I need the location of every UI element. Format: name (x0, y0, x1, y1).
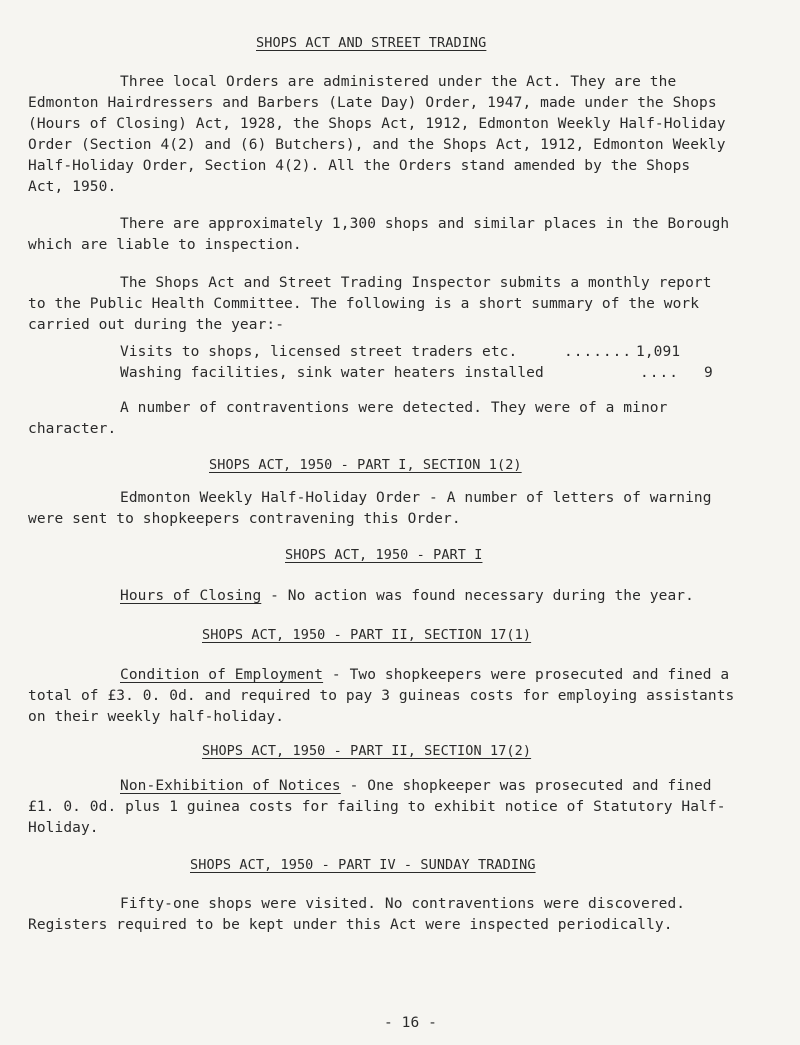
section-lead: Hours of Closing (120, 588, 262, 604)
summary-value: 9 (704, 365, 713, 381)
section-line: were sent to shopkeepers contravening this Order. (28, 511, 461, 527)
summary-label: Visits to shops, licensed street traders etc. (120, 344, 518, 360)
section-line: on their weekly half-holiday. (28, 709, 285, 725)
section-line: Holiday. (28, 820, 99, 836)
section-heading: SHOPS ACT, 1950 - PART II, SECTION 17(1) (202, 627, 532, 643)
section-lead-text: - One shopkeeper was prosecuted and fined (340, 778, 712, 794)
section-lead: Non-Exhibition of Notices (120, 778, 341, 794)
section-line (120, 776, 712, 796)
section-line: Fifty-one shops were visited. No contraventions were discovered. (120, 896, 686, 912)
section-line: £1. 0. 0d. plus 1 guinea costs for failing to exhibit notice of Statutory Half- (28, 799, 726, 815)
page-number: - 16 - (384, 1015, 437, 1031)
section-lead-text: - No action was found necessary during the year. (261, 588, 694, 604)
intro-line: Half-Holiday Order, Section 4(2). All the Orders stand amended by the Shops (28, 158, 691, 174)
section-lead-text: - Two shopkeepers were prosecuted and fined a (323, 667, 730, 683)
section-heading: SHOPS ACT, 1950 - PART II, SECTION 17(2) (202, 743, 532, 759)
contraventions-line: A number of contraventions were detected. They were of a minor (120, 400, 668, 416)
page-title: SHOPS ACT AND STREET TRADING (256, 35, 487, 51)
summary-value: 1,091 (636, 344, 681, 360)
summary-leaders: ....... (564, 344, 633, 360)
section-line (120, 586, 694, 606)
section-heading: SHOPS ACT, 1950 - PART IV - SUNDAY TRADING (190, 857, 536, 873)
intro-line: Edmonton Hairdressers and Barbers (Late Day) Order, 1947, made under the Shops (28, 95, 717, 111)
intro-line: Order (Section 4(2) and (6) Butchers), and the Shops Act, 1912, Edmonton Weekly (28, 137, 726, 153)
summary-label: Washing facilities, sink water heaters installed (120, 365, 544, 381)
summary-leaders: .... (640, 365, 679, 381)
section-line: Edmonton Weekly Half-Holiday Order - A number of letters of warning (120, 490, 712, 506)
report-line: to the Public Health Committee. The following is a short summary of the work (28, 296, 700, 312)
shops-line: There are approximately 1,300 shops and similar places in the Borough (120, 216, 730, 232)
section-line: Registers required to be kept under this Act were inspected periodically. (28, 917, 673, 933)
report-line: carried out during the year:- (28, 317, 285, 333)
section-heading: SHOPS ACT, 1950 - PART I (285, 547, 483, 563)
report-line: The Shops Act and Street Trading Inspector submits a monthly report (120, 275, 712, 291)
section-line: total of £3. 0. 0d. and required to pay 3 guineas costs for employing assistants (28, 688, 735, 704)
intro-line: Act, 1950. (28, 179, 117, 195)
section-lead: Condition of Employment (120, 667, 324, 683)
shops-line: which are liable to inspection. (28, 237, 302, 253)
section-heading: SHOPS ACT, 1950 - PART I, SECTION 1(2) (209, 457, 522, 473)
contraventions-line: character. (28, 421, 117, 437)
intro-line: (Hours of Closing) Act, 1928, the Shops Act, 1912, Edmonton Weekly Half-Holiday (28, 116, 726, 132)
section-line (120, 665, 729, 685)
intro-line: Three local Orders are administered under the Act. They are the (120, 74, 677, 90)
